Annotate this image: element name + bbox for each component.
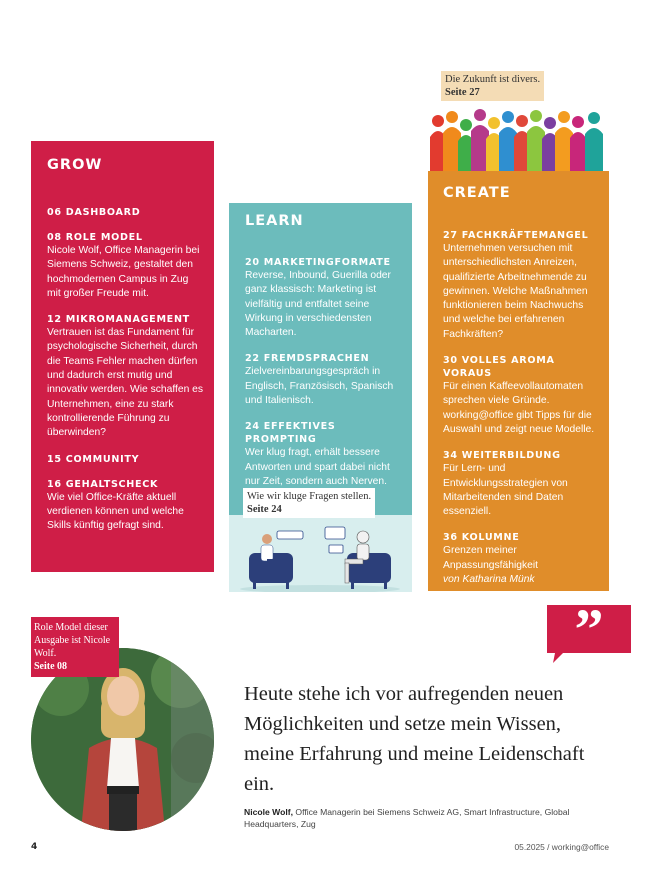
diverse-people-illustration <box>428 107 609 173</box>
grow-heading: GROW <box>47 157 103 173</box>
human-robot-chat-illustration <box>229 515 412 592</box>
grow-section <box>31 141 214 572</box>
toc-item-byline: von Katharina Münk <box>443 574 535 586</box>
quote-author-role: Office Managerin bei Siemens Schweiz AG, Smart Infrastructure, Global Headquarters, Zug <box>244 807 570 829</box>
toc-item[interactable] <box>47 231 204 301</box>
svg-text:”: ” <box>574 605 604 662</box>
toc-item-text: Wie viel Office-Kräfte aktuell verdienen können und welche Skills künftig gefragt sind. <box>47 491 184 532</box>
pull-quote: Heute stehe ich vor aufregenden neuen Möglichkeiten und setze mein Wissen, meine Erfahrung und meine Leidenschaft ein. <box>244 683 585 795</box>
quote-mark-icon <box>545 605 633 665</box>
toc-item-title: 22 FREMDSPRACHEN <box>245 353 370 365</box>
toc-item-title: 30 VOLLES AROMA VORAUS <box>443 355 555 380</box>
toc-item-title: 27 FACHKRÄFTEMANGEL <box>443 230 589 241</box>
toc-item-title: 20 MARKETINGFORMATE <box>245 257 391 268</box>
toc-item-text: Nicole Wolf, Office Managerin bei Siemens Schweiz, gestaltet den hochmodernen Campus in Zug mit großer Freude mit. <box>47 245 200 299</box>
toc-item-text: Für einen Kaffeevollautomaten sprechen viele Gründe. working@office gibt Tipps für die Auswahl und zeigt neue Modelle. <box>443 381 595 435</box>
cover-story-title: Die Zukunft ist divers. <box>445 74 541 85</box>
toc-item-text: Wer klug fragt, erhält bessere Antworten und spart dabei nicht nur Zeit, sondern auch Nerven. <box>245 447 390 487</box>
toc-item-text: Grenzen meiner Anpassungsfähigkeit <box>443 545 539 571</box>
toc-item-text: Für Lern- und Entwicklungsstrategien von Mitarbeitenden sind Daten essenziell. <box>443 463 568 518</box>
toc-item-text: Reverse, Inbound, Guerilla oder ganz klassisch: Marketing ist vielfältig und entfaltet seine Wirkung in verschiedensten Macharten. <box>245 270 391 339</box>
role-model-tag[interactable] <box>31 617 119 677</box>
toc-item-text: Vertrauen ist das Fundament für psychologische Sicherheit, durch die Teams Fehler machen dürfen und dadurch erst mutig und innovativ werden. Wie schaffen es Unternehmen, eine zu stark kontrollierende Führung zu überwinden? <box>47 327 204 439</box>
toc-item-title: 24 EFFEKTIVES PROMPTING <box>245 421 336 446</box>
toc-item[interactable] <box>443 531 601 587</box>
quote-author-name: Nicole Wolf, <box>244 807 294 817</box>
toc-item-text: Zielvereinbarungsgespräch in Englisch, Französisch, Spanisch und Italienisch. <box>245 366 394 407</box>
quote-attribution <box>244 806 574 830</box>
learn-section <box>229 203 412 515</box>
toc-item[interactable] <box>245 256 402 340</box>
toc-item-title: 12 MIKROMANAGEMENT <box>47 314 190 326</box>
toc-item[interactable] <box>47 206 204 219</box>
learn-heading: LEARN <box>245 213 304 229</box>
toc-item[interactable] <box>443 354 601 437</box>
toc-item[interactable] <box>47 453 204 466</box>
toc-item[interactable] <box>245 352 402 408</box>
toc-item[interactable] <box>47 313 204 440</box>
toc-item-title: 36 KOLUMNE <box>443 532 520 544</box>
issue-label: 05.2025 / working@office <box>514 842 609 852</box>
toc-item-title: 15 COMMUNITY <box>47 453 140 465</box>
toc-item[interactable] <box>245 420 402 489</box>
cover-story-tag[interactable] <box>441 71 544 101</box>
toc-item[interactable] <box>443 449 601 519</box>
create-heading: CREATE <box>443 185 511 201</box>
toc-item[interactable] <box>47 478 204 534</box>
prompting-tag-page: Seite 24 <box>247 504 282 515</box>
toc-item-title: 34 WEITERBILDUNG <box>443 450 561 462</box>
role-model-tag-page: Seite 08 <box>34 661 68 672</box>
toc-item-title: 06 DASHBOARD <box>47 207 141 218</box>
toc-item-title: 08 ROLE MODEL <box>47 232 143 243</box>
toc-item[interactable] <box>443 229 601 342</box>
toc-item-text: Unternehmen versuchen mit unterschiedlichsten Anreizen, qualifizierte Arbeitnehmende zu gewinnen. Welche Maßnahmen funktionieren beim Nachwuchs und welche bei erfahrenen Fachkräften? <box>443 243 588 340</box>
prompting-tag-title: Wie wir kluge Fragen stellen. <box>247 491 372 502</box>
toc-item-title: 37 BUCHTIPPS <box>443 600 530 612</box>
prompting-tag[interactable] <box>243 488 375 518</box>
toc-item-title: 16 GEHALTSCHECK <box>47 478 159 490</box>
role-model-tag-text: Role Model dieser Ausgabe ist Nicole Wolf. <box>34 622 111 659</box>
page-number: 4 <box>31 842 38 852</box>
create-section <box>428 171 609 612</box>
cover-story-page: Seite 27 <box>445 87 480 98</box>
